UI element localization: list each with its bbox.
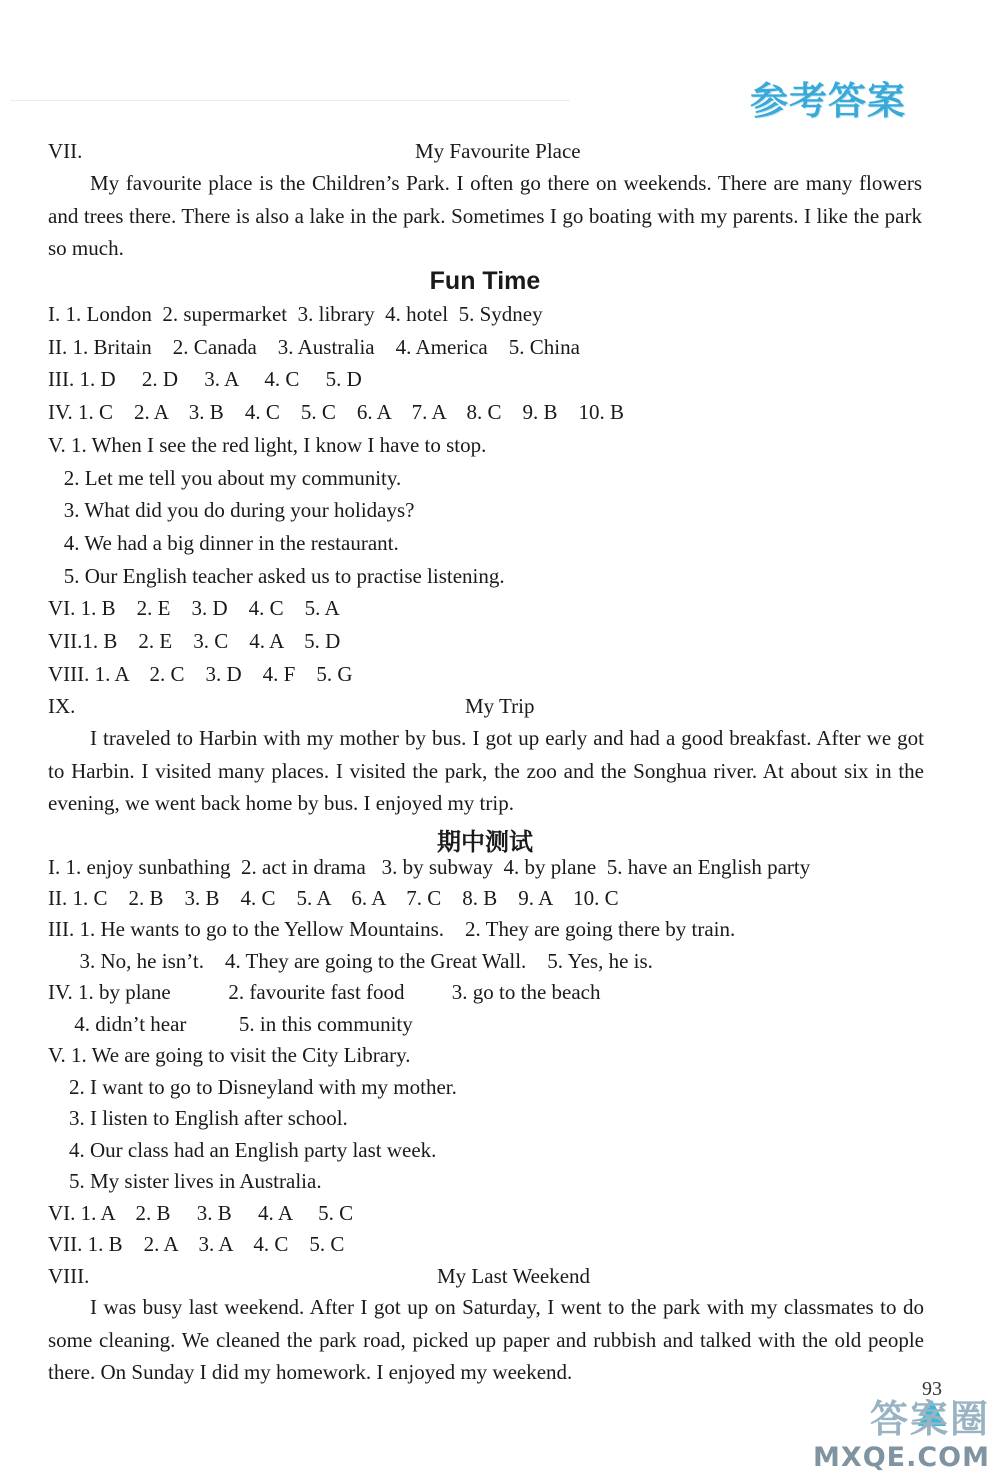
essay-title: My Last Weekend bbox=[437, 1264, 591, 1288]
answer-line: I. 1. enjoy sunbathing 2. act in drama 3. by subway 4. by plane 5. have an English party bbox=[48, 855, 811, 879]
section-label: IX. bbox=[48, 694, 76, 718]
answer-line: 4. didn’t hear 5. in this community bbox=[48, 1012, 413, 1036]
essay-title: My Favourite Place bbox=[415, 139, 581, 163]
answer-line: III. 1. He wants to go to the Yellow Mountains. 2. They are going there by train. bbox=[48, 917, 736, 941]
answer-line: III. 1. D 2. D 3. A 4. C 5. D bbox=[48, 367, 362, 391]
answer-line: II. 1. C 2. B 3. B 4. C 5. A 6. A 7. C 8. B 9. A 10. C bbox=[48, 886, 619, 910]
essay-paragraph: My favourite place is the Children’s Park. I often go there on weekends. There are many flowers and trees there. There is also a lake in the park. Sometimes I go boating with my parents. I like the park so much. bbox=[48, 171, 922, 260]
answer-line: VIII. 1. A 2. C 3. D 4. F 5. G bbox=[48, 662, 353, 686]
banner-title: 参考答案 bbox=[750, 79, 907, 123]
answer-line: 3. What did you do during your holidays? bbox=[48, 498, 415, 522]
answer-line: V. 1. We are going to visit the City Library. bbox=[48, 1043, 411, 1067]
answer-line: 5. My sister lives in Australia. bbox=[48, 1169, 322, 1193]
section-label: VII. bbox=[48, 139, 83, 163]
answer-line: 4. Our class had an English party last week. bbox=[48, 1138, 437, 1162]
answer-line: I. 1. London 2. supermarket 3. library 4. hotel 5. Sydney bbox=[48, 302, 543, 326]
answer-line: II. 1. Britain 2. Canada 3. Australia 4. America 5. China bbox=[48, 335, 580, 359]
answer-line: 5. Our English teacher asked us to practise listening. bbox=[48, 564, 505, 588]
page-number: 93 bbox=[922, 1378, 942, 1400]
essay-paragraph: I was busy last weekend. After I got up on Saturday, I went to the park with my classmates to do some cleaning. We cleaned the park road, picked up paper and rubbish and talked with the old people there. On Sunday I did my homework. I enjoyed my weekend. bbox=[48, 1295, 924, 1384]
watermark-text-bottom: MXQE.COM bbox=[813, 1442, 990, 1473]
section-label: VIII. bbox=[48, 1264, 90, 1288]
answer-line: VII. 1. B 2. A 3. A 4. C 5. C bbox=[48, 1232, 345, 1256]
answer-line: IV. 1. C 2. A 3. B 4. C 5. C 6. A 7. A 8. C 9. B 10. B bbox=[48, 400, 625, 424]
answer-line: IV. 1. by plane 2. favourite fast food 3. go to the beach bbox=[48, 980, 601, 1004]
essay-title: My Trip bbox=[465, 694, 535, 718]
watermark-text-top: 答案圈 bbox=[869, 1397, 990, 1441]
answer-line: VII.1. B 2. E 3. C 4. A 5. D bbox=[48, 629, 341, 653]
section-heading: Fun Time bbox=[429, 267, 541, 295]
answer-line: 2. I want to go to Disneyland with my mother. bbox=[48, 1075, 457, 1099]
watermark-logo bbox=[813, 1388, 990, 1473]
answer-line: 3. No, he isn’t. 4. They are going to the Great Wall. 5. Yes, he is. bbox=[48, 949, 653, 973]
answer-line: 2. Let me tell you about my community. bbox=[48, 466, 402, 490]
header-rule bbox=[10, 100, 570, 101]
section-heading: 期中测试 bbox=[437, 828, 533, 856]
answer-line: 3. I listen to English after school. bbox=[48, 1106, 348, 1130]
answer-line: VI. 1. A 2. B 3. B 4. A 5. C bbox=[48, 1201, 354, 1225]
answer-line: V. 1. When I see the red light, I know I have to stop. bbox=[48, 433, 487, 457]
answer-line: 4. We had a big dinner in the restaurant. bbox=[48, 531, 399, 555]
answer-line: VI. 1. B 2. E 3. D 4. C 5. A bbox=[48, 596, 340, 620]
essay-paragraph: I traveled to Harbin with my mother by bus. I got up early and had a good breakfast. After we got to Harbin. I visited many places. I visited the park, the zoo and the Songhua river. At about six in the evening, we went back home by bus. I enjoyed my trip. bbox=[48, 726, 924, 815]
